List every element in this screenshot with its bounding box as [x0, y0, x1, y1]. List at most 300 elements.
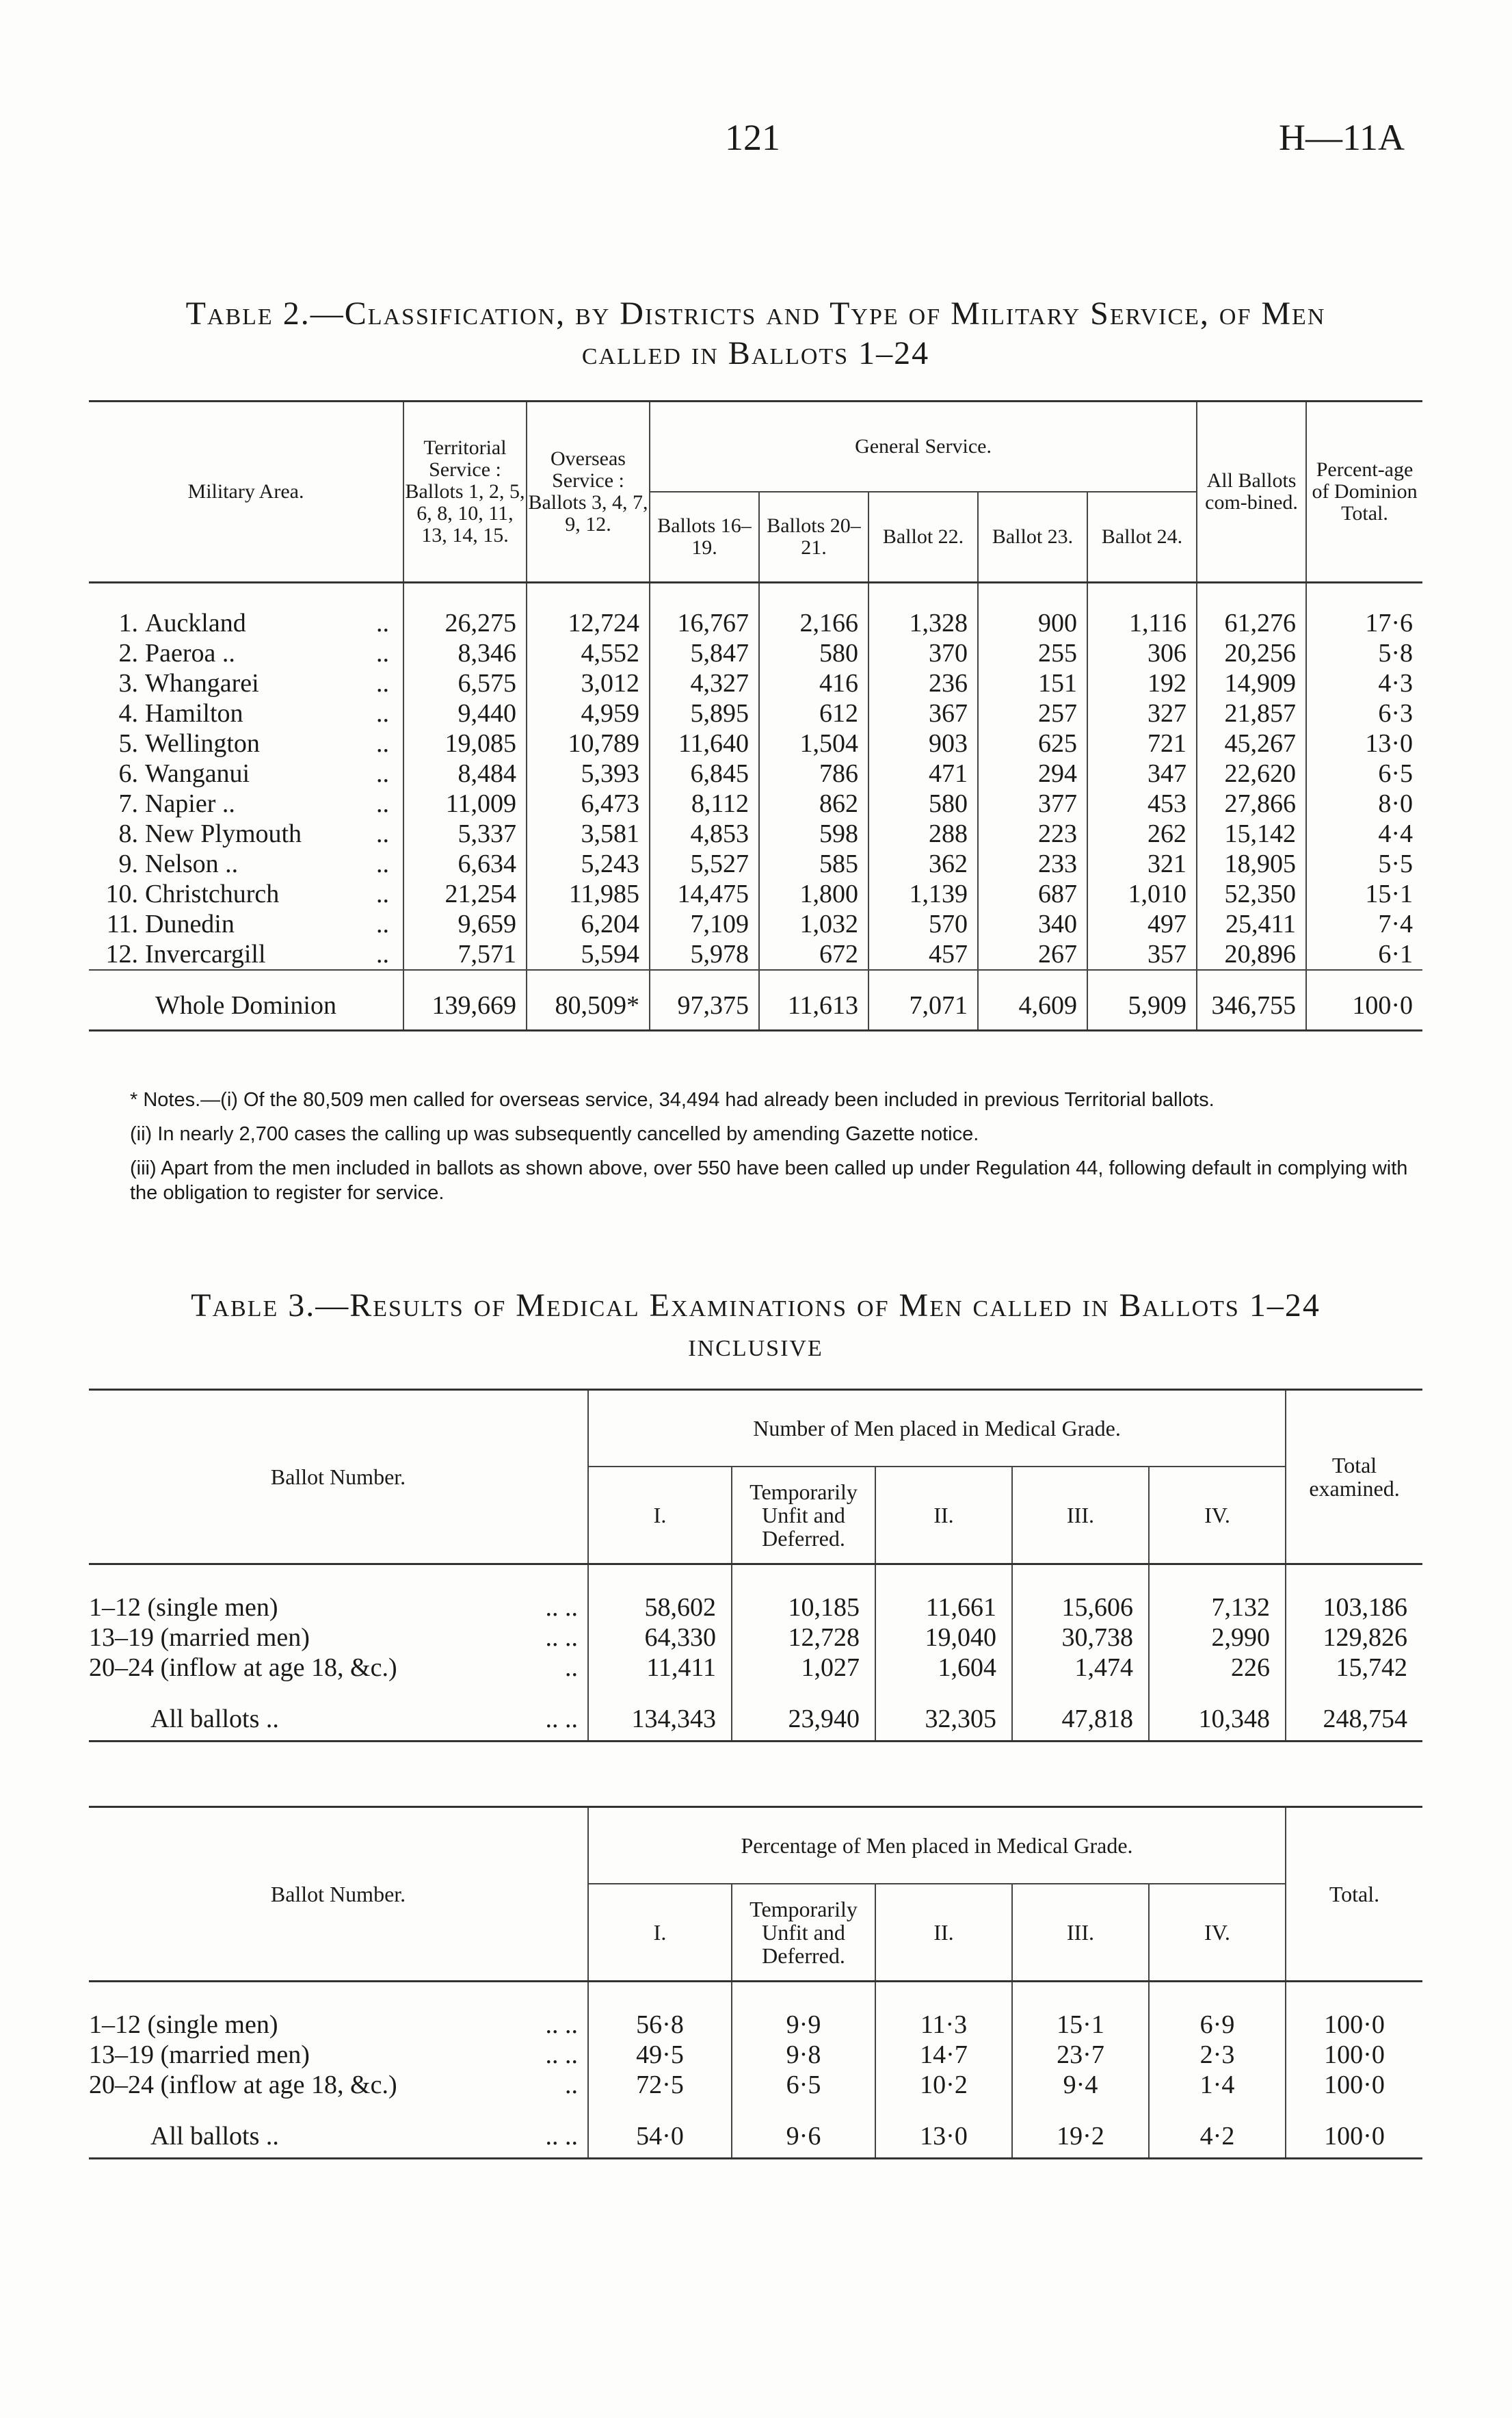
ballot-22-value: 236 [868, 668, 978, 698]
grade-2-value: 1,604 [875, 1653, 1012, 1683]
ballot-23-value: 625 [978, 728, 1087, 759]
area-name: Christchurch [145, 880, 280, 908]
percentage-value: 5·5 [1306, 849, 1422, 879]
table3-title-line1: Table 3.—Results of Medical Examinations of Men called in Ballots 1–24 [191, 1287, 1321, 1324]
header-total: Total. [1286, 1807, 1422, 1982]
total-row [89, 2100, 1422, 2159]
header-percentage: Percent-age of Dominion Total. [1306, 402, 1422, 583]
overseas-value: 3,581 [527, 819, 650, 849]
table-row [89, 939, 1422, 970]
ballot-24-value: 497 [1087, 909, 1197, 939]
grade-2-value: 19,040 [875, 1622, 1012, 1653]
header-ballots-20-21: Ballots 20–21. [759, 492, 868, 583]
row-index: 10. [105, 880, 138, 908]
running-head [0, 116, 1512, 157]
table3-title-line2: inclusive [688, 1327, 823, 1363]
table-row [89, 759, 1422, 789]
territorial-value: 19,085 [403, 728, 527, 759]
ballots-16-19-value: 6,845 [650, 759, 759, 789]
ballot-label: 20–24 (inflow at age 18, &c.) [89, 1653, 397, 1682]
grade-3-value: 23·7 [1012, 2040, 1149, 2070]
header-ballots-16-19: Ballots 16–19. [650, 492, 759, 583]
area-cell [89, 638, 403, 668]
ballot-24-value: 262 [1087, 819, 1197, 849]
ballots-20-21-value: 786 [759, 759, 868, 789]
ballot-24-value: 327 [1087, 698, 1197, 728]
header-grade-1: I. [588, 1467, 732, 1564]
table-row [89, 698, 1422, 728]
table-row [89, 909, 1422, 939]
ballot-label-cell [89, 2040, 588, 2070]
grade-4-total: 10,348 [1149, 1683, 1286, 1742]
header-ballot-24: Ballot 24. [1087, 492, 1197, 583]
overseas-value: 6,204 [527, 909, 650, 939]
ballot-24-value: 347 [1087, 759, 1197, 789]
table2 [89, 400, 1422, 1031]
leader-dots: .. [376, 669, 389, 698]
total-label: All ballots .. [150, 2122, 279, 2151]
table2-title-line2: called in Ballots 1–24 [581, 335, 930, 371]
total-total: 248,754 [1286, 1683, 1422, 1742]
note-2: (ii) In nearly 2,700 cases the calling up was subsequently cancelled by amending Gazette notice. [130, 1123, 979, 1145]
ballots-16-19-value: 4,327 [650, 668, 759, 698]
percentage-value: 6·5 [1306, 759, 1422, 789]
ballots-16-19-value: 16,767 [650, 583, 759, 639]
ballot-22-total: 7,071 [868, 970, 978, 1031]
grade-4-value: 6·9 [1149, 1982, 1286, 2040]
area-cell [89, 759, 403, 789]
overseas-value: 10,789 [527, 728, 650, 759]
all-ballots-value: 21,857 [1197, 698, 1306, 728]
table-row [89, 819, 1422, 849]
table-row [89, 638, 1422, 668]
grade-1-value: 56·8 [588, 1982, 732, 2040]
area-name: Hamilton [145, 699, 243, 728]
table3-counts [89, 1389, 1422, 1742]
territorial-value: 26,275 [403, 583, 527, 639]
ballot-label: 1–12 (single men) [89, 1593, 278, 1622]
table3-percentages [89, 1806, 1422, 2159]
all-ballots-total: 346,755 [1197, 970, 1306, 1031]
row-index: 6. [118, 759, 138, 788]
row-index: 5. [118, 729, 138, 758]
percentage-value: 5·8 [1306, 638, 1422, 668]
percentage-value: 13·0 [1306, 728, 1422, 759]
leader-dots: .. .. [545, 2040, 578, 2069]
ballot-23-value: 233 [978, 849, 1087, 879]
row-index: 2. [118, 639, 138, 668]
grade-4-value: 2,990 [1149, 1622, 1286, 1653]
leader-dots: .. [376, 729, 389, 758]
leader-dots: .. [376, 699, 389, 728]
ballots-16-19-value: 5,895 [650, 698, 759, 728]
overseas-value: 4,959 [527, 698, 650, 728]
grade-4-value: 2·3 [1149, 2040, 1286, 2070]
temp-unfit-value: 9·8 [732, 2040, 875, 2070]
ballot-22-value: 362 [868, 849, 978, 879]
page-number: 121 [725, 117, 780, 158]
ballots-20-21-value: 862 [759, 789, 868, 819]
ballot-24-value: 306 [1087, 638, 1197, 668]
header-overseas: Overseas Service : Ballots 3, 4, 7, 9, 12. [527, 402, 650, 583]
total-value: 103,186 [1286, 1564, 1422, 1623]
all-ballots-value: 27,866 [1197, 789, 1306, 819]
grade-1-value: 11,411 [588, 1653, 732, 1683]
area-cell [89, 789, 403, 819]
percentage-value: 17·6 [1306, 583, 1422, 639]
overseas-value: 5,243 [527, 849, 650, 879]
grade-2-value: 14·7 [875, 2040, 1012, 2070]
table-row [89, 2070, 1422, 2100]
temp-unfit-value: 9·9 [732, 1982, 875, 2040]
total-value: 100·0 [1286, 2040, 1422, 2070]
all-ballots-value: 25,411 [1197, 909, 1306, 939]
overseas-value: 5,393 [527, 759, 650, 789]
area-cell [89, 819, 403, 849]
ballot-23-value: 340 [978, 909, 1087, 939]
total-label-cell [89, 1683, 588, 1742]
table2-title-line1: Table 2.—Classification, by Districts and Type of Military Service, of Men [185, 295, 1326, 332]
temp-unfit-value: 6·5 [732, 2070, 875, 2100]
grade-1-value: 58,602 [588, 1564, 732, 1623]
row-index: 11. [106, 910, 138, 938]
ballot-23-value: 257 [978, 698, 1087, 728]
area-name: Wanganui [145, 759, 250, 788]
grade-1-total: 54·0 [588, 2100, 732, 2159]
area-name: Paeroa .. [145, 639, 235, 668]
ballot-22-value: 367 [868, 698, 978, 728]
area-name: Whangarei [145, 669, 259, 698]
note-3: (iii) Apart from the men included in ballots as shown above, over 550 have been called up under Regulation 44, following default in complying with the obligation to register for service. [130, 1157, 1408, 1204]
all-ballots-value: 20,896 [1197, 939, 1306, 970]
ballot-23-value: 900 [978, 583, 1087, 639]
table3-counts-body [89, 1564, 1422, 1742]
territorial-value: 11,009 [403, 789, 527, 819]
header-grade-2: II. [875, 1467, 1012, 1564]
header-ballot-number: Ballot Number. [89, 1390, 588, 1564]
leader-dots: .. .. [545, 2122, 578, 2151]
ballot-label: 13–19 (married men) [89, 2040, 310, 2069]
ballot-22-value: 580 [868, 789, 978, 819]
table-row [89, 1982, 1422, 2040]
overseas-value: 5,594 [527, 939, 650, 970]
ballot-label-cell [89, 1622, 588, 1653]
grade-3-value: 15·1 [1012, 1982, 1149, 2040]
total-row [89, 970, 1422, 1031]
ballots-20-21-value: 585 [759, 849, 868, 879]
grade-2-value: 11,661 [875, 1564, 1012, 1623]
ballots-20-21-value: 598 [759, 819, 868, 849]
grade-4-total: 4·2 [1149, 2100, 1286, 2159]
ballots-20-21-value: 1,504 [759, 728, 868, 759]
leader-dots: .. .. [545, 1593, 578, 1622]
percentage-value: 4·4 [1306, 819, 1422, 849]
leader-dots: .. .. [545, 1623, 578, 1652]
header-all-ballots: All Ballots com-bined. [1197, 402, 1306, 583]
grade-1-total: 134,343 [588, 1683, 732, 1742]
area-cell [89, 668, 403, 698]
table3-percentages-body [89, 1982, 1422, 2159]
percentage-value: 6·1 [1306, 939, 1422, 970]
ballot-23-value: 294 [978, 759, 1087, 789]
grade-3-value: 1,474 [1012, 1653, 1149, 1683]
overseas-value: 3,012 [527, 668, 650, 698]
area-cell [89, 849, 403, 879]
table-row [89, 849, 1422, 879]
ballot-label: 1–12 (single men) [89, 2010, 278, 2039]
percentage-value: 7·4 [1306, 909, 1422, 939]
territorial-value: 8,484 [403, 759, 527, 789]
header-grade-1: I. [588, 1884, 732, 1982]
document-code: H—11A [1279, 117, 1405, 158]
percentage-value: 6·3 [1306, 698, 1422, 728]
ballot-22-value: 570 [868, 909, 978, 939]
ballots-16-19-value: 4,853 [650, 819, 759, 849]
leader-dots: .. [376, 759, 389, 788]
total-label: Whole Dominion [89, 970, 403, 1031]
ballot-24-value: 1,116 [1087, 583, 1197, 639]
ballots-16-19-value: 5,847 [650, 638, 759, 668]
table-row [89, 1653, 1422, 1683]
header-total-examined: Total examined. [1286, 1390, 1422, 1564]
leader-dots: .. [376, 850, 389, 878]
grade-3-total: 47,818 [1012, 1683, 1149, 1742]
ballots-20-21-value: 1,032 [759, 909, 868, 939]
area-name: Auckland [145, 609, 246, 638]
all-ballots-value: 45,267 [1197, 728, 1306, 759]
area-name: Wellington [145, 729, 260, 758]
header-ballot-23: Ballot 23. [978, 492, 1087, 583]
row-index: 8. [118, 819, 138, 848]
table-row [89, 1622, 1422, 1653]
area-name: Napier .. [145, 789, 235, 818]
area-name: Dunedin [145, 910, 235, 938]
ballot-24-value: 721 [1087, 728, 1197, 759]
ballots-16-19-value: 7,109 [650, 909, 759, 939]
total-value: 100·0 [1286, 2070, 1422, 2100]
table-row [89, 1564, 1422, 1623]
header-ballot-22: Ballot 22. [868, 492, 978, 583]
overseas-total: 80,509* [527, 970, 650, 1031]
ballot-23-value: 377 [978, 789, 1087, 819]
ballot-24-value: 321 [1087, 849, 1197, 879]
percentage-total: 100·0 [1306, 970, 1422, 1031]
header-grade-temp-unfit: Temporarily Unfit and Deferred. [732, 1467, 875, 1564]
total-row [89, 1683, 1422, 1742]
territorial-value: 6,634 [403, 849, 527, 879]
grade-3-total: 19·2 [1012, 2100, 1149, 2159]
ballots-16-19-value: 11,640 [650, 728, 759, 759]
area-name: New Plymouth [145, 819, 302, 848]
ballot-23-total: 4,609 [978, 970, 1087, 1031]
header-grade-4: IV. [1149, 1884, 1286, 1982]
all-ballots-value: 61,276 [1197, 583, 1306, 639]
header-grade-2: II. [875, 1884, 1012, 1982]
leader-dots: .. [376, 819, 389, 848]
overseas-value: 4,552 [527, 638, 650, 668]
header-ballot-number: Ballot Number. [89, 1807, 588, 1982]
ballots-16-19-total: 97,375 [650, 970, 759, 1031]
ballots-20-21-value: 580 [759, 638, 868, 668]
header-grade-group: Number of Men placed in Medical Grade. [588, 1390, 1286, 1467]
table3-title [89, 1286, 1422, 1365]
grade-4-value: 7,132 [1149, 1564, 1286, 1623]
header-military-area: Military Area. [89, 402, 403, 583]
leader-dots: .. [565, 1653, 578, 1682]
ballots-16-19-value: 5,527 [650, 849, 759, 879]
header-grade-3: III. [1012, 1884, 1149, 1982]
table2-title [89, 294, 1422, 373]
territorial-total: 139,669 [403, 970, 527, 1031]
ballot-24-value: 453 [1087, 789, 1197, 819]
ballot-22-value: 903 [868, 728, 978, 759]
header-territorial: Territorial Service : Ballots 1, 2, 5, 6, 8, 10, 11, 13, 14, 15. [403, 402, 527, 583]
table2-notes [89, 1088, 1422, 1215]
leader-dots: .. [376, 940, 389, 969]
note-1: * Notes.—(i) Of the 80,509 men called for overseas service, 34,494 had already been included in previous Territorial ballots. [130, 1089, 1215, 1111]
ballot-label-cell [89, 1982, 588, 2040]
grade-2-total: 13·0 [875, 2100, 1012, 2159]
ballot-23-value: 255 [978, 638, 1087, 668]
territorial-value: 9,659 [403, 909, 527, 939]
table-row [89, 789, 1422, 819]
leader-dots: .. .. [545, 2010, 578, 2039]
leader-dots: .. [565, 2071, 578, 2099]
area-cell [89, 879, 403, 909]
header-grade-group: Percentage of Men placed in Medical Grade. [588, 1807, 1286, 1884]
territorial-value: 9,440 [403, 698, 527, 728]
ballot-24-value: 357 [1087, 939, 1197, 970]
ballots-20-21-value: 416 [759, 668, 868, 698]
ballot-24-value: 1,010 [1087, 879, 1197, 909]
row-index: 3. [118, 669, 138, 698]
territorial-value: 5,337 [403, 819, 527, 849]
ballot-label: 20–24 (inflow at age 18, &c.) [89, 2071, 397, 2099]
ballots-16-19-value: 14,475 [650, 879, 759, 909]
all-ballots-value: 15,142 [1197, 819, 1306, 849]
header-general-service: General Service. [650, 402, 1197, 492]
leader-dots: .. [376, 880, 389, 908]
row-index: 7. [118, 789, 138, 818]
ballot-label-cell [89, 1564, 588, 1623]
grade-1-value: 64,330 [588, 1622, 732, 1653]
overseas-value: 11,985 [527, 879, 650, 909]
ballot-22-value: 1,139 [868, 879, 978, 909]
table-row [89, 2040, 1422, 2070]
table-row [89, 583, 1422, 639]
leader-dots: .. [376, 910, 389, 938]
leader-dots: .. .. [545, 1705, 578, 1733]
ballots-16-19-value: 5,978 [650, 939, 759, 970]
row-index: 4. [118, 699, 138, 728]
area-cell [89, 909, 403, 939]
table-row [89, 879, 1422, 909]
total-total: 100·0 [1286, 2100, 1422, 2159]
ballots-20-21-value: 1,800 [759, 879, 868, 909]
territorial-value: 21,254 [403, 879, 527, 909]
total-value: 100·0 [1286, 1982, 1422, 2040]
percentage-value: 4·3 [1306, 668, 1422, 698]
territorial-value: 8,346 [403, 638, 527, 668]
grade-4-value: 226 [1149, 1653, 1286, 1683]
territorial-value: 6,575 [403, 668, 527, 698]
grade-3-value: 15,606 [1012, 1564, 1149, 1623]
total-label: All ballots .. [150, 1705, 279, 1733]
ballot-22-value: 1,328 [868, 583, 978, 639]
ballots-20-21-value: 2,166 [759, 583, 868, 639]
total-value: 15,742 [1286, 1653, 1422, 1683]
row-index: 1. [118, 609, 138, 638]
area-name: Invercargill [145, 940, 266, 969]
all-ballots-value: 52,350 [1197, 879, 1306, 909]
grade-2-value: 11·3 [875, 1982, 1012, 2040]
header-grade-temp-unfit: Temporarily Unfit and Deferred. [732, 1884, 875, 1982]
ballot-label-cell [89, 1653, 588, 1683]
temp-unfit-value: 12,728 [732, 1622, 875, 1653]
ballot-24-value: 192 [1087, 668, 1197, 698]
ballot-23-value: 687 [978, 879, 1087, 909]
grade-2-value: 10·2 [875, 2070, 1012, 2100]
percentage-value: 8·0 [1306, 789, 1422, 819]
leader-dots: .. [376, 789, 389, 818]
leader-dots: .. [376, 609, 389, 638]
overseas-value: 12,724 [527, 583, 650, 639]
ballot-label-cell [89, 2070, 588, 2100]
grade-2-total: 32,305 [875, 1683, 1012, 1742]
temp-unfit-value: 10,185 [732, 1564, 875, 1623]
temp-unfit-value: 1,027 [732, 1653, 875, 1683]
grade-1-value: 49·5 [588, 2040, 732, 2070]
area-cell [89, 583, 403, 639]
area-cell [89, 939, 403, 970]
overseas-value: 6,473 [527, 789, 650, 819]
all-ballots-value: 18,905 [1197, 849, 1306, 879]
header-grade-4: IV. [1149, 1467, 1286, 1564]
grade-3-value: 30,738 [1012, 1622, 1149, 1653]
grade-3-value: 9·4 [1012, 2070, 1149, 2100]
leader-dots: .. [376, 639, 389, 668]
grade-4-value: 1·4 [1149, 2070, 1286, 2100]
total-value: 129,826 [1286, 1622, 1422, 1653]
table-row [89, 668, 1422, 698]
area-cell [89, 698, 403, 728]
ballot-23-value: 223 [978, 819, 1087, 849]
all-ballots-value: 14,909 [1197, 668, 1306, 698]
ballot-22-value: 370 [868, 638, 978, 668]
ballot-22-value: 457 [868, 939, 978, 970]
ballot-23-value: 267 [978, 939, 1087, 970]
table2-body [89, 583, 1422, 1031]
row-index: 12. [105, 940, 138, 969]
area-name: Nelson .. [145, 850, 239, 878]
ballot-22-value: 471 [868, 759, 978, 789]
ballot-24-total: 5,909 [1087, 970, 1197, 1031]
header-grade-3: III. [1012, 1467, 1149, 1564]
percentage-value: 15·1 [1306, 879, 1422, 909]
ballot-22-value: 288 [868, 819, 978, 849]
ballots-20-21-value: 672 [759, 939, 868, 970]
temp-unfit-total: 23,940 [732, 1683, 875, 1742]
table-row [89, 728, 1422, 759]
ballot-label: 13–19 (married men) [89, 1623, 310, 1652]
area-cell [89, 728, 403, 759]
ballots-20-21-total: 11,613 [759, 970, 868, 1031]
temp-unfit-total: 9·6 [732, 2100, 875, 2159]
total-label-cell [89, 2100, 588, 2159]
ballots-20-21-value: 612 [759, 698, 868, 728]
territorial-value: 7,571 [403, 939, 527, 970]
ballot-23-value: 151 [978, 668, 1087, 698]
